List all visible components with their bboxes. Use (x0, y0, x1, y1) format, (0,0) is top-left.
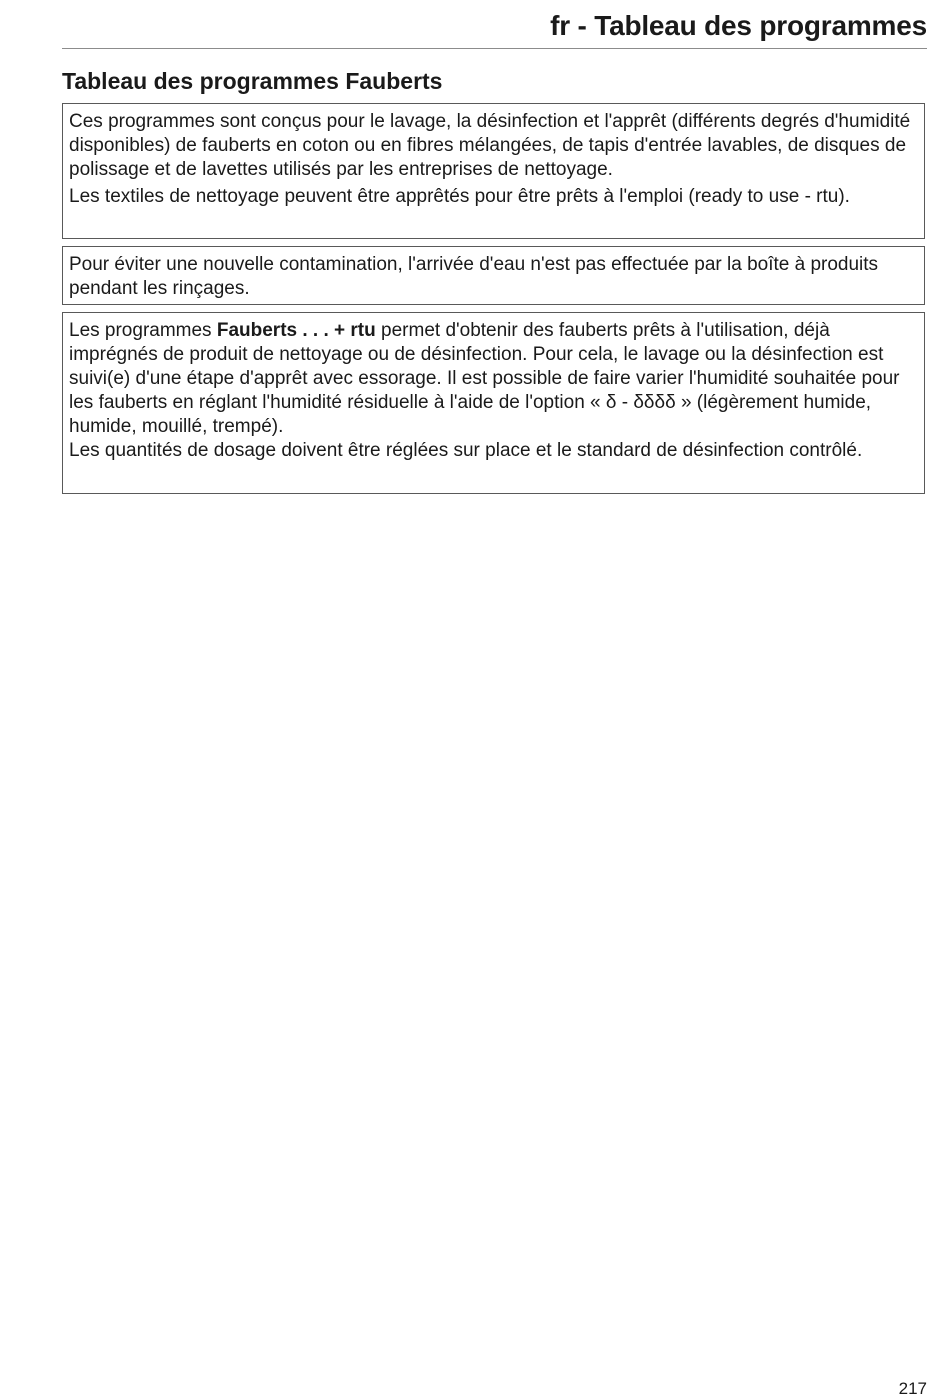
section-title: Tableau des programmes Fauberts (62, 68, 443, 94)
rtu-description: permet d'obtenir des fauberts prêts à l'utilisation, déjà imprégnés de produit de nettoyage ou de désinfection. Pour cela, le lavage ou la désinfection est suivi(e) d'une étape d'apprêt avec essorage. Il est possible de faire varier l'humidité souhaitée pour les fauberts en réglant l'humidité résiduelle à l'aide de l'option « (69, 320, 900, 413)
page-header-title: fr - Tableau des programmes (550, 10, 927, 41)
rtu-paragraph (69, 319, 918, 439)
rtu-prefix: Les programmes (69, 320, 217, 341)
water-drop-icon: δ (605, 392, 617, 413)
rtu-intro-paragraph: Les textiles de nettoyage peuvent être apprêtés pour être prêts à l'emploi (ready to use - rtu). (69, 186, 850, 207)
contamination-paragraph: Pour éviter une nouvelle contamination, l'arrivée d'eau n'est pas effectuée par la boîte à produits pendant les rinçages. (69, 254, 879, 299)
intro-box (62, 103, 925, 239)
contamination-box (62, 246, 925, 305)
page-header (62, 10, 927, 49)
page-number: 217 (898, 1379, 927, 1398)
humidity-levels: » (légèrement humide, humide, mouillé, trempé). (69, 392, 872, 437)
four-water-drops-icon: δδδδ (633, 392, 676, 413)
program-name: Fauberts . . . + rtu (216, 320, 376, 341)
rtu-box (62, 312, 925, 494)
intro-paragraph: Ces programmes sont conçus pour le lavage, la désinfection et l'apprêt (différents degrés d'humidité disponibles) de fauberts en coton ou en fibres mélangées, de tapis d'entrée lavables, de disques de polissage et de lavettes utilisés par les entreprises de nettoyage. (69, 111, 911, 180)
dosage-paragraph: Les quantités de dosage doivent être réglées sur place et le standard de désinfection contrôlé. (69, 440, 863, 461)
range-separator: - (616, 392, 634, 413)
